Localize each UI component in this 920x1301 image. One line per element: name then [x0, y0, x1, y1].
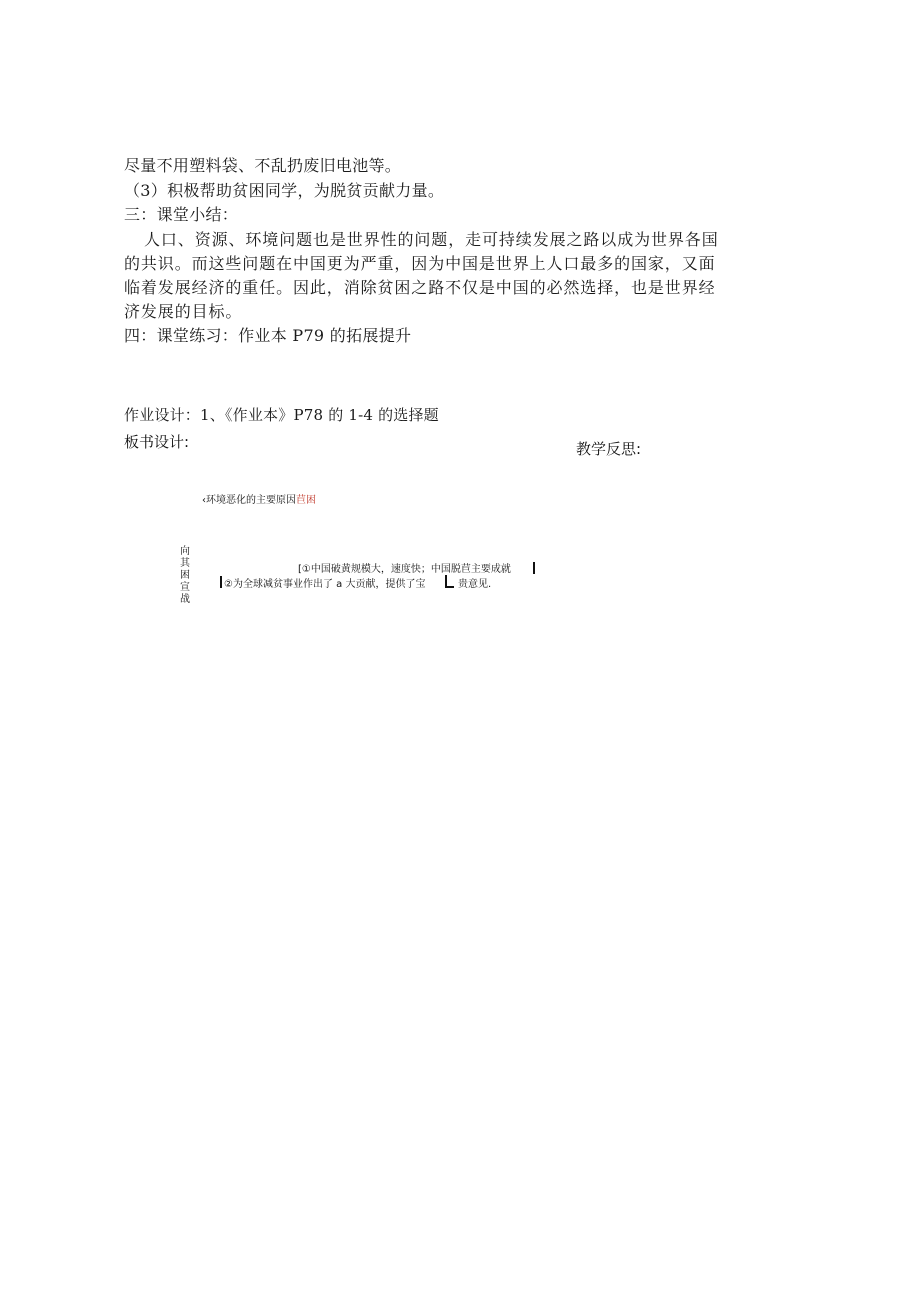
board-item-1: [①中国破黄规模大，速度快；中国脱苣主要成就	[298, 564, 511, 575]
board-vertical-title: 向其困宣战	[180, 546, 190, 605]
board-env-line-prefix: ‹环境恶化的主要原因	[202, 495, 296, 506]
board-env-line-highlight: 苣困	[296, 495, 316, 506]
teaching-reflection-heading: 教学反思:	[576, 440, 642, 458]
bracket-mark-left	[220, 576, 222, 588]
board-item-2-end: 贵意见.	[458, 579, 492, 590]
bracket-mark-right	[533, 562, 535, 574]
board-design-heading: 板书设计:	[124, 433, 190, 451]
board-env-line	[202, 494, 316, 507]
bracket-corner-horizontal	[445, 586, 454, 588]
summary-paragraph: 人口、资源、环境问题也是世界性的问题，走可持续发展之路以成为世界各国的共识。而这些问题在中国更为严重，因为中国是世界上人口最多的国家，又面临着发展经济的重任。因此，消除贫困之路不仅是中国的必然选择，也是世界经济发展的目标。	[124, 230, 719, 321]
lesson-line-1: 尽量不用塑料袋、不乱扔废旧电池等。	[124, 156, 402, 175]
homework-line: 作业设计：1、《作业本》P78 的 1-4 的选择题	[124, 406, 439, 424]
board-item-2-start: ②为全球减贫事业作出了 a 大贡献，提供了宝	[224, 579, 426, 590]
lesson-line-2: （3）积极帮助贫困同学，为脱贫贡献力量。	[124, 181, 445, 200]
practice-line: 四：课堂练习：作业本 P79 的拓展提升	[124, 326, 412, 345]
summary-heading: 三：课堂小结：	[124, 205, 239, 224]
